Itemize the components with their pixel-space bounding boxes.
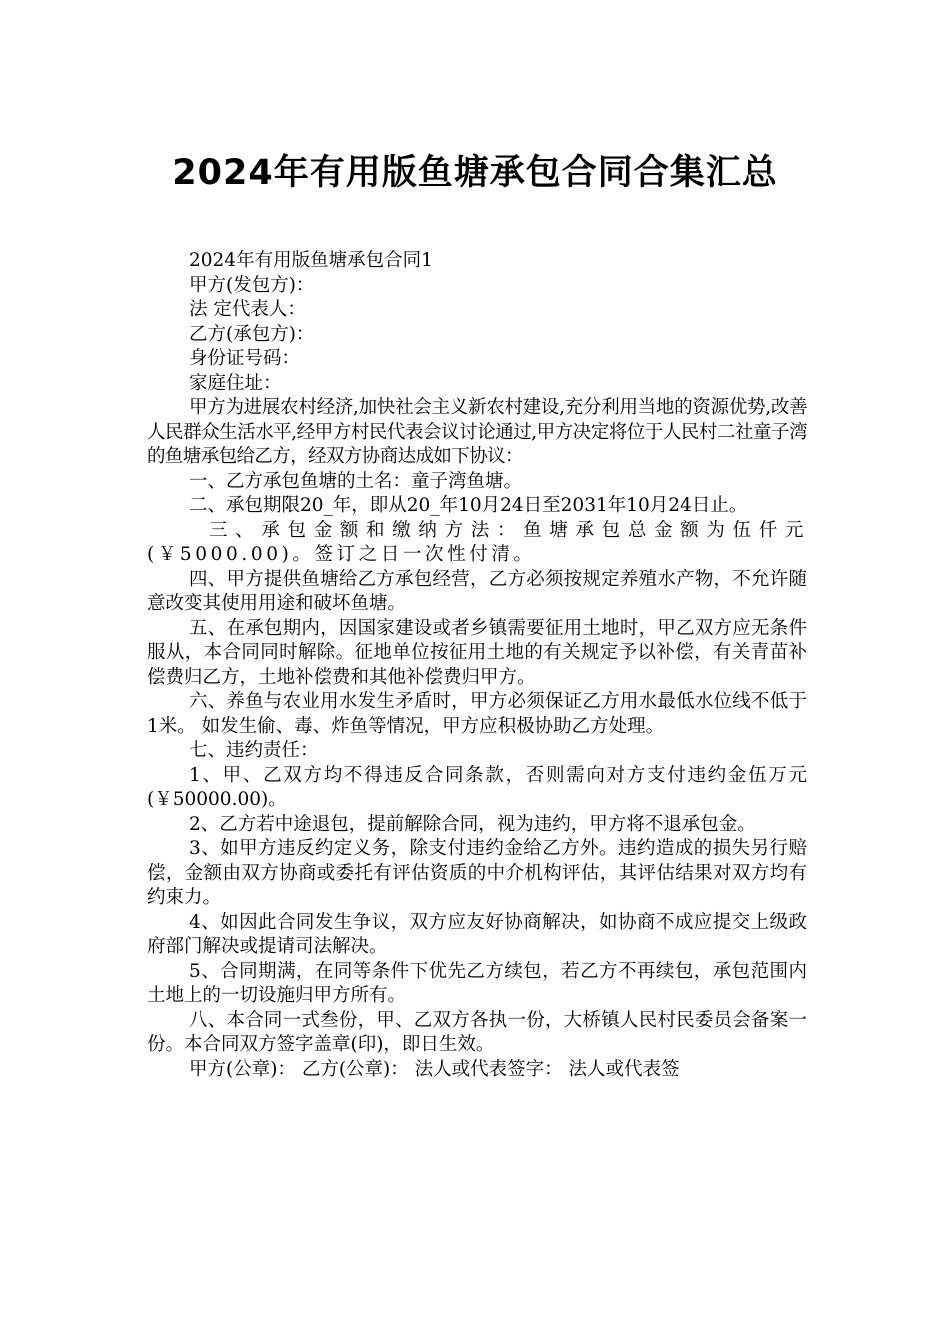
signature-line: 甲方(公章)： 乙方(公章)： 法人或代表签字： 法人或代表签 bbox=[189, 1058, 680, 1080]
clause-8: 八、本合同一式叁份，甲、乙双方各执一份，大桥镇人民村民委员会备案一份。本合同双方签字盖章(印)，即日生效。 bbox=[147, 1009, 807, 1055]
clause-2: 二、承包期限20_年，即从20_年10月24日至2031年10月24日止。 bbox=[189, 495, 748, 516]
clause-7-heading: 七、违约责任： bbox=[189, 740, 319, 761]
clause-6: 六、养鱼与农业用水发生矛盾时，甲方必须保证乙方用水最低水位线不低于1米。 如发生偷、毒、炸鱼等情况，甲方应积极协助乙方处理。 bbox=[147, 691, 807, 737]
id-number-field: 身份证号码： bbox=[189, 348, 301, 369]
legal-representative-field: 法 定代表人： bbox=[189, 299, 306, 320]
home-address-field: 家庭住址： bbox=[189, 372, 282, 394]
clause-7-item-2: 2、乙方若中途退包，提前解除合同，视为违约，甲方将不退承包金。 bbox=[189, 813, 756, 835]
clause-7-item-4: 4、如因此合同发生争议，双方应友好协商解决，如协商不成应提交上级政府部门解决或提请司法解决。 bbox=[147, 911, 807, 957]
clause-1: 一、乙方承包鱼塘的土名：童子湾鱼塘。 bbox=[189, 470, 523, 492]
contract-heading: 2024年有用版鱼塘承包合同1 bbox=[189, 250, 433, 271]
preamble-paragraph: 甲方为进展农村经济,加快社会主义新农村建设,充分利用当地的资源优势,改善人民群众生活水平,经甲方村民代表会议讨论通过,甲方决定将位于人民村二社童子湾的鱼塘承包给乙方，经双方协商达成如下协议： bbox=[147, 397, 807, 467]
clause-5: 五、在承包期内，因国家建设或者乡镇需要征用土地时，甲乙双方应无条件服从，本合同同时解除。征地单位按征用土地的有关规定予以补偿，有关青苗补偿费归乙方，土地补偿费和其他补偿费归甲方。 bbox=[147, 617, 807, 688]
clause-7-item-5: 5、合同期满，在同等条件下优先乙方续包，若乙方不再续包，承包范围内土地上的一切设施归甲方所有。 bbox=[147, 960, 807, 1006]
clause-4: 四、甲方提供鱼塘给乙方承包经营，乙方必须按规定养殖水产物，不允许随意改变其使用用途和破坏鱼塘。 bbox=[147, 568, 807, 614]
party-a-field: 甲方(发包方)： bbox=[189, 274, 315, 296]
party-b-field: 乙方(承包方)： bbox=[189, 323, 315, 345]
document-title: 2024年有用版鱼塘承包合同合集汇总 bbox=[172, 153, 778, 194]
clause-7-item-3: 3、如甲方违反约定义务，除支付违约金给乙方外。违约造成的损失另行赔偿，金额由双方协商或委托有评估资质的中介机构评估，其评估结果对双方均有约束力。 bbox=[147, 838, 807, 908]
clause-7-item-1: 1、甲、乙双方均不得违反合同条款，否则需向对方支付违约金伍万元(￥50000.00)。 bbox=[147, 764, 807, 810]
contract-body bbox=[147, 249, 807, 1082]
clause-3: 三、承包金额和缴纳方法：鱼塘承包总金额为伍仟元(￥5000.00)。签订之日一次性付清。 bbox=[147, 519, 807, 565]
